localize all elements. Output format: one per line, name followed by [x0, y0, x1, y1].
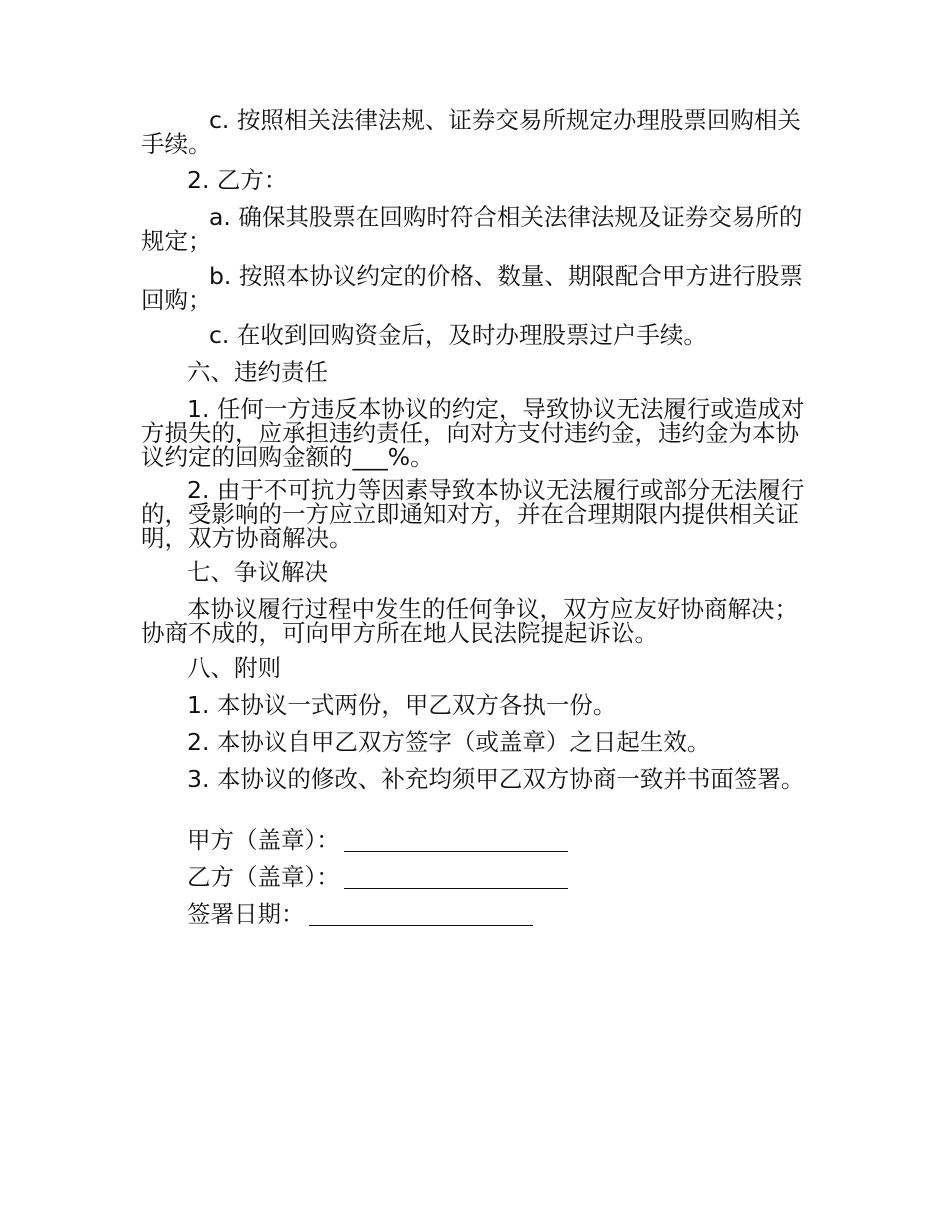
signature-party-a	[187, 827, 568, 852]
signature-date-label: 签署日期：	[187, 900, 305, 928]
signature-party-a-blank	[344, 827, 568, 852]
clause-appendix-3: 3. 本协议的修改、补充均须甲乙双方协商一致并书面签署。	[187, 765, 805, 793]
clause-appendix-1: 1. 本协议一式两份，甲乙双方各执一份。	[187, 691, 617, 719]
signature-party-b	[187, 864, 568, 889]
section-heading-breach: 六、违约责任	[187, 358, 328, 386]
clause-dispute: 本协议履行过程中发生的任何争议，双方应友好协商解决；协商不成的，可向甲方所在地人民法院提起诉讼。	[141, 595, 798, 647]
clause-breach-1: 1. 任何一方违反本协议的约定，导致协议无法履行或造成对方损失的，应承担违约责任，向对方支付违约金，违约金为本协议约定的回购金额的___%。	[141, 395, 805, 471]
signature-party-b-label: 乙方（盖章）：	[187, 863, 340, 891]
clause-party-b-item-c: c. 在收到回购资金后，及时办理股票过户手续。	[209, 321, 707, 349]
clause-party-a-item-c: c. 按照相关法律法规、证券交易所规定办理股票回购相关手续。	[141, 106, 801, 158]
clause-appendix-2: 2. 本协议自甲乙双方签字（或盖章）之日起生效。	[187, 728, 711, 756]
section-heading-appendix: 八、附则	[187, 654, 281, 682]
party-b-heading: 2. 乙方：	[187, 166, 288, 194]
section-heading-dispute: 七、争议解决	[187, 558, 328, 586]
clause-breach-2: 2. 由于不可抗力等因素导致本协议无法履行或部分无法履行的，受影响的一方应立即通知对方，并在合理期限内提供相关证明，双方协商解决。	[141, 476, 805, 552]
signature-party-b-blank	[344, 864, 568, 889]
clause-party-b-item-b: b. 按照本协议约定的价格、数量、期限配合甲方进行股票回购；	[141, 262, 803, 314]
signature-date	[187, 901, 533, 926]
signature-date-blank	[309, 901, 533, 926]
signature-party-a-label: 甲方（盖章）：	[187, 826, 340, 854]
clause-party-b-item-a: a. 确保其股票在回购时符合相关法律法规及证券交易所的规定；	[141, 203, 803, 255]
